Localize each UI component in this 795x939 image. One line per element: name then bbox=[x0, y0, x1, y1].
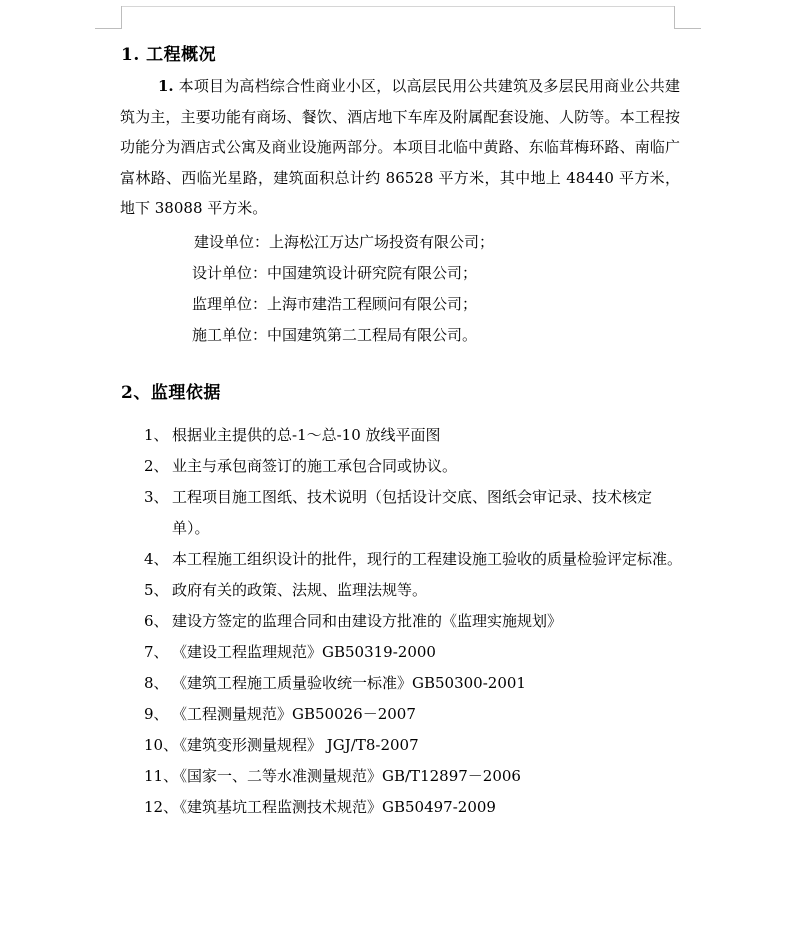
contractor-line: 施工单位：中国建筑第二工程局有限公司。 bbox=[192, 326, 478, 344]
list-item bbox=[144, 699, 684, 730]
paragraph-body: 本项目为高档综合性商业小区，以高层民用公共建筑及多层民用商业公共建筑为主，主要功能有商场、餐饮、酒店地下车库及附属配套设施、人防等。本工程按功能分为酒店式公寓及商业设施两部分。本项目北临中黄路、东临茸梅环路、南临广富林路、西临光星路，建筑面积总计约 86528 平方米，其中地上 48440 平方米，地下 38088 平方米。 bbox=[120, 77, 680, 217]
list-item-text: 《建设工程监理规范》GB50319-2000 bbox=[172, 643, 436, 661]
list-item bbox=[144, 637, 684, 668]
list-item-number: 12、 bbox=[144, 798, 179, 816]
list-item-number: 6、 bbox=[144, 612, 169, 630]
list-item-text: 根据业主提供的总-1～总-10 放线平面图 bbox=[172, 426, 441, 444]
paragraph-number: 1. bbox=[158, 77, 174, 95]
list-item-number: 3、 bbox=[144, 488, 169, 506]
list-item-number: 1、 bbox=[144, 426, 169, 444]
list-item-number: 4、 bbox=[144, 550, 169, 568]
list-item-text: 建设方签定的监理合同和由建设方批准的《监理实施规划》 bbox=[172, 612, 563, 630]
list-item bbox=[144, 606, 684, 637]
section-1-heading: 1. 工程概况 bbox=[121, 45, 217, 65]
supervision-unit-line: 监理单位：上海市建浩工程顾问有限公司； bbox=[192, 295, 478, 313]
list-item bbox=[144, 668, 684, 699]
list-item bbox=[144, 544, 684, 575]
participating-units-list bbox=[192, 227, 494, 351]
list-item-number: 9、 bbox=[144, 705, 169, 723]
list-item-number: 8、 bbox=[144, 674, 169, 692]
design-unit-line: 设计单位：中国建筑设计研究院有限公司； bbox=[192, 264, 478, 282]
list-item-number: 11、 bbox=[144, 767, 179, 785]
list-item bbox=[144, 482, 684, 544]
project-overview-paragraph bbox=[120, 71, 680, 224]
list-item bbox=[144, 451, 684, 482]
list-item-number: 5、 bbox=[144, 581, 169, 599]
list-item-number: 10、 bbox=[144, 736, 179, 754]
page-corner-mark-top-right-horizontal bbox=[674, 28, 701, 29]
list-item-text: 业主与承包商签订的施工承包合同或协议。 bbox=[172, 457, 458, 475]
page-top-border bbox=[121, 6, 674, 7]
list-item-text: 《建筑变形测量规程》 JGJ/T8-2007 bbox=[172, 736, 419, 754]
section-2-heading: 2、监理依据 bbox=[121, 383, 221, 403]
list-item bbox=[144, 761, 684, 792]
construction-owner-line: 建设单位：上海松江万达广场投资有限公司； bbox=[194, 233, 495, 251]
list-item bbox=[144, 575, 684, 606]
list-item-text: 工程项目施工图纸、技术说明（包括设计交底、图纸会审记录、技术核定单）。 bbox=[172, 488, 653, 537]
list-item-text: 本工程施工组织设计的批件，现行的工程建设施工验收的质量检验评定标准。 bbox=[172, 550, 683, 568]
list-item bbox=[144, 420, 684, 451]
list-item-text: 《工程测量规范》GB50026－2007 bbox=[172, 705, 416, 723]
list-item-text: 《建筑工程施工质量验收统一标准》GB50300-2001 bbox=[172, 674, 526, 692]
list-item-number: 2、 bbox=[144, 457, 169, 475]
supervision-basis-list bbox=[144, 420, 684, 823]
list-item-number: 7、 bbox=[144, 643, 169, 661]
list-item bbox=[144, 730, 684, 761]
page-corner-mark-top-left bbox=[121, 6, 122, 29]
page-corner-mark-top-right bbox=[674, 6, 675, 29]
list-item-text: 政府有关的政策、法规、监理法规等。 bbox=[172, 581, 428, 599]
page-corner-mark-top-left-horizontal bbox=[95, 28, 122, 29]
list-item bbox=[144, 792, 684, 823]
list-item-text: 《建筑基坑工程监测技术规范》GB50497-2009 bbox=[172, 798, 496, 816]
list-item-text: 《国家一、二等水准测量规范》GB/T12897－2006 bbox=[172, 767, 521, 785]
